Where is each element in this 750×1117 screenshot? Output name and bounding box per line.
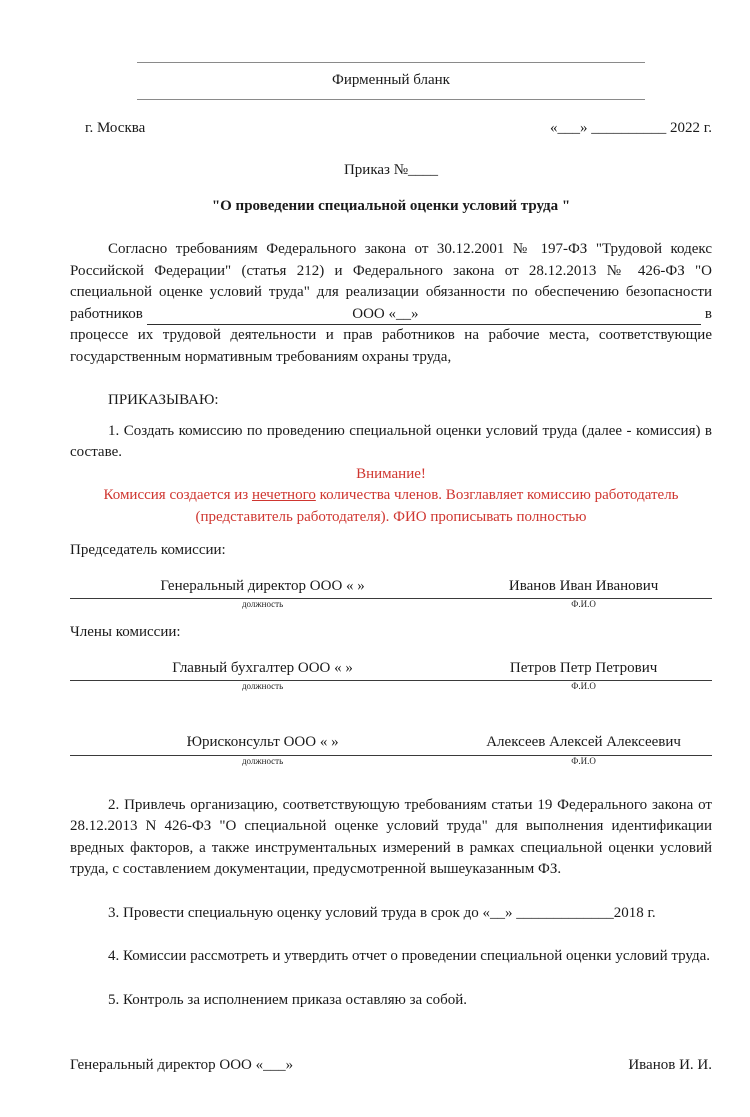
commission-row-member-1 <box>70 658 712 693</box>
intro-paragraph-part1: Согласно требованиям Федерального закона от 30.12.2001 № 197-ФЗ "Трудовой кодекс Российской Федерации" (статья 212) и Федерального закона от 28.12.2013 № 426-ФЗ "О специальной оценке условий труда" для реализации обязанности по обеспечению безопасности <box>70 241 712 300</box>
date-blank: «___» __________ 2022 г. <box>550 119 712 136</box>
warning-body <box>70 485 712 528</box>
city-label: г. Москва <box>85 119 146 136</box>
commission-row-line <box>70 732 712 756</box>
warning-text-after: количества членов. Возглавляет комиссию работодатель (представитель работодателя). ФИО прописывать полностью <box>195 487 679 525</box>
commission-row-line <box>70 658 712 682</box>
commission-position: Главный бухгалтер ООО « » <box>172 659 353 676</box>
intro-blank-suffix: в <box>704 305 712 322</box>
commission-row-captions <box>70 681 712 692</box>
commission-position: Генеральный директор ООО « » <box>160 577 365 594</box>
fio-caption: Ф.И.О <box>571 681 596 691</box>
company-blank-field: ООО «__» <box>147 304 701 325</box>
position-caption: должность <box>241 755 284 766</box>
resolve-word: ПРИКАЗЫВАЮ: <box>108 392 219 408</box>
warning-underlined-word: нечетного <box>251 487 316 503</box>
letterhead-top-line <box>137 62 644 63</box>
commission-row-captions <box>70 756 712 767</box>
letterhead <box>70 62 712 100</box>
order-number: Приказ №____ <box>343 162 439 178</box>
commission-position: Юрисконсульт ООО « » <box>186 734 339 750</box>
warning-block <box>70 464 712 529</box>
commission-row-captions <box>70 599 712 610</box>
fio-caption: Ф.И.О <box>571 599 596 609</box>
commission-row-member-2 <box>70 732 712 767</box>
fio-caption: Ф.И.О <box>571 755 596 766</box>
position-caption: должность <box>241 599 284 609</box>
footer-position: Генеральный директор ООО «___» <box>70 1057 294 1073</box>
position-caption: должность <box>241 681 284 691</box>
warning-text-before: Комиссия создается из <box>103 487 252 503</box>
commission-row-line <box>70 576 712 600</box>
commission-fio: Иванов Иван Иванович <box>508 577 659 594</box>
order-item-5: 5. Контроль за исполнением приказа оставляю за собой. <box>108 991 468 1008</box>
order-item-2: 2. Привлечь организацию, соответствующую требованиям статьи 19 Федерального закона от 28.12.2013 N 426-ФЗ "О специальной оценке условий труда" для выполнения идентификации вредных факторов, а также инструментальных измерений в рамках специальной оценки условий труда, с составлением документации, предусмотренной вышеуказанным ФЗ. <box>70 796 712 877</box>
chairman-label: Председатель комиссии: <box>70 542 226 558</box>
footer-name: Иванов И. И. <box>628 1057 712 1073</box>
intro-paragraph-part2: процессе их трудовой деятельности и прав работников на рабочие места, соответствующие государственным нормативным требованиям охраны труда, <box>70 327 712 365</box>
intro-blank-prefix: работников <box>70 305 143 322</box>
footer-signature-row <box>70 1055 712 1077</box>
members-label: Члены комиссии: <box>70 624 181 640</box>
commission-fio: Петров Петр Петрович <box>509 659 658 676</box>
letterhead-bottom-line <box>137 99 644 100</box>
city-date-row <box>70 118 712 140</box>
commission-fio: Алексеев Алексей Алексеевич <box>486 734 681 750</box>
order-item-3: 3. Провести специальную оценку условий труда в срок до «__» _____________2018 г. <box>108 904 656 921</box>
document-title: "О проведении специальной оценки условий труда " <box>211 197 571 214</box>
letterhead-label: Фирменный бланк <box>332 72 450 88</box>
order-item-4: 4. Комиссии рассмотреть и утвердить отчет о проведении специальной оценки условий труда. <box>108 948 710 964</box>
intro-blank-line <box>70 304 712 326</box>
order-item-1: 1. Создать комиссию по проведению специальной оценки условий труда (далее - комиссия) в составе. <box>70 422 712 460</box>
commission-row-chairman <box>70 576 712 611</box>
warning-heading: Внимание! <box>356 465 426 482</box>
